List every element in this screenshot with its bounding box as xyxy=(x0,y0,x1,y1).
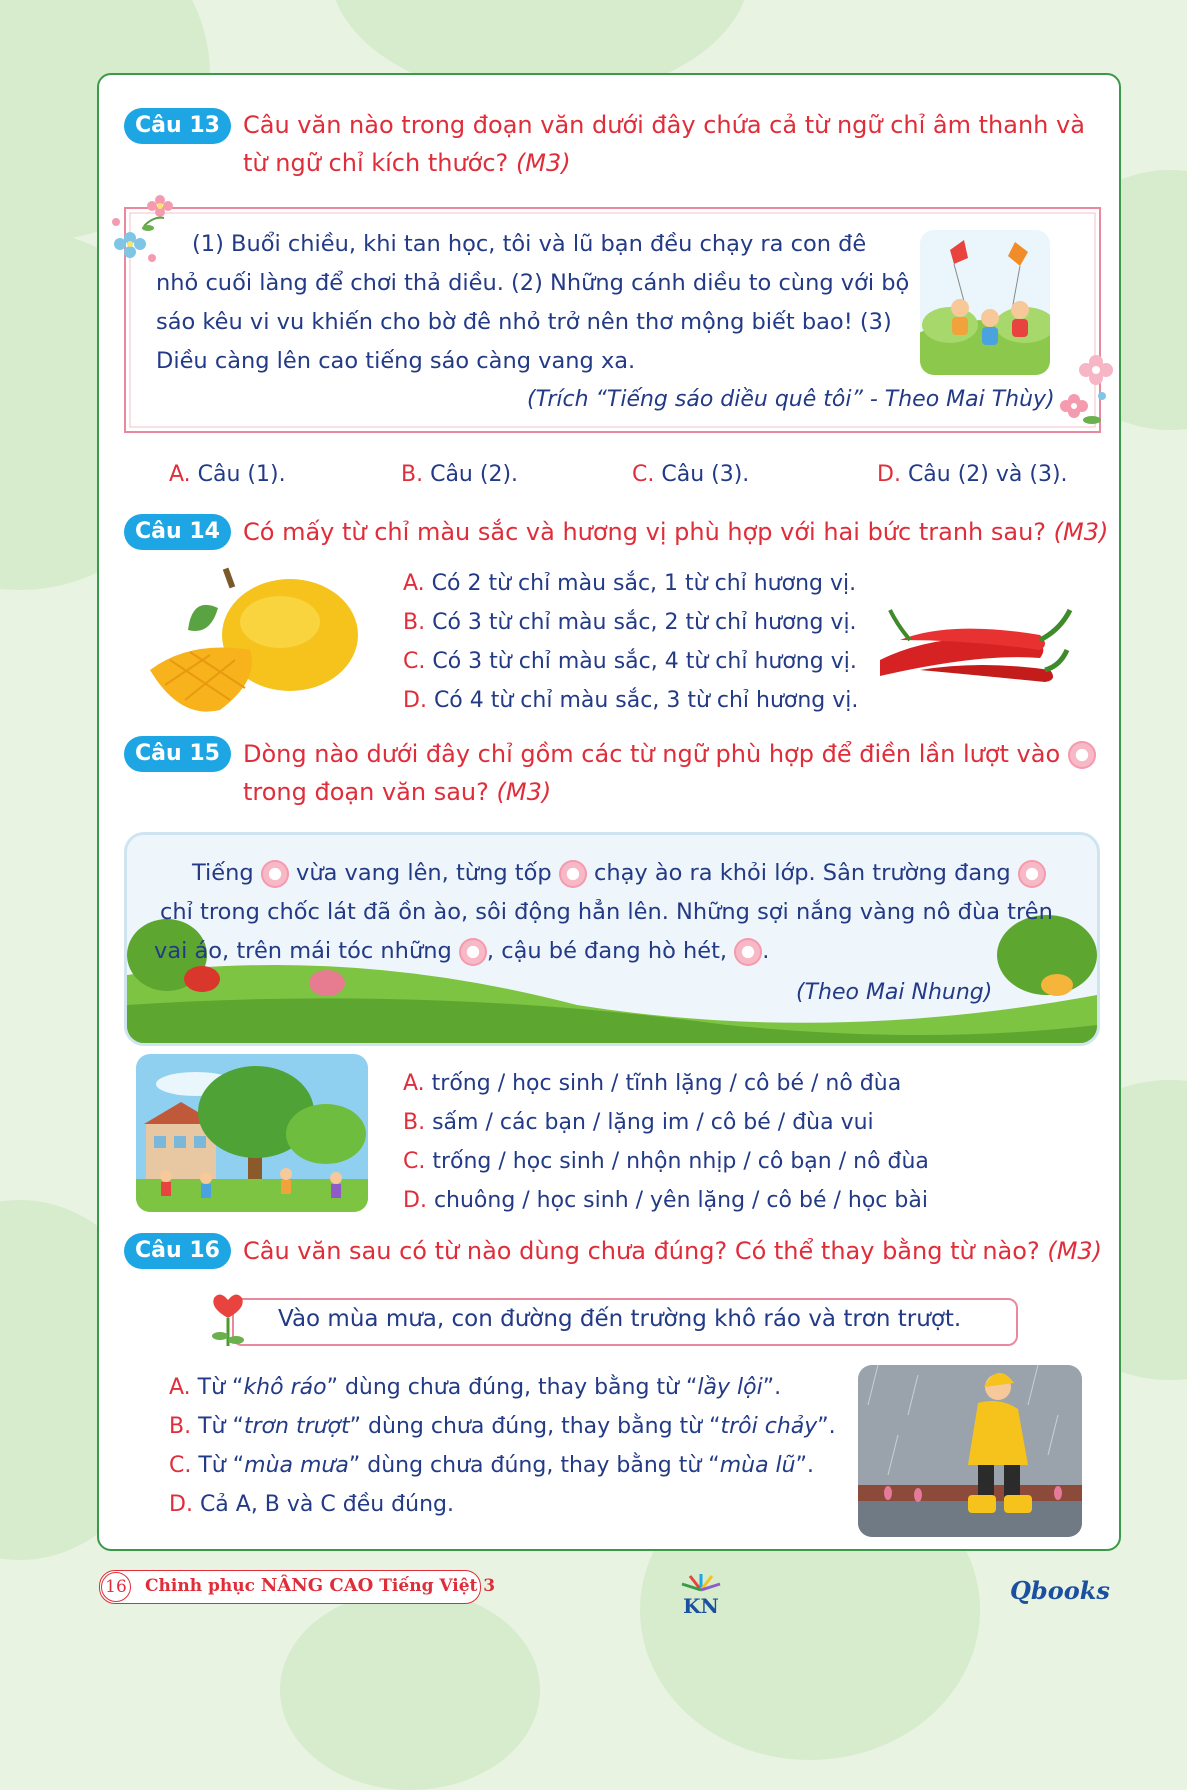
question-15-prompt-continued: trong đoạn văn sau? xyxy=(243,778,489,806)
question-14-option-b[interactable] xyxy=(403,610,857,635)
option-letter: C. xyxy=(169,1453,192,1478)
passage-part: chỉ trong chốc lát đã ồn ào, sôi động hẳn lên. Những sợi nắng vàng nô đùa trên xyxy=(160,899,1053,925)
passage-part: vai áo, trên mái tóc những xyxy=(154,938,452,964)
option-letter: B. xyxy=(401,462,424,487)
option-text: chuông / học sinh / yên lặng / cô bé / học bài xyxy=(433,1188,928,1213)
option-text-part: ” dùng chưa đúng, thay bằng từ “ xyxy=(349,1414,721,1439)
schoolyard-illustration xyxy=(136,1054,368,1212)
heart-flower-icon xyxy=(206,1290,250,1350)
option-letter: A. xyxy=(403,1071,425,1096)
option-text: Cả A, B và C đều đúng. xyxy=(199,1492,454,1517)
question-14-level: (M3) xyxy=(1053,518,1109,546)
option-text-part: Từ “ xyxy=(197,1375,244,1400)
question-16-option-a[interactable] xyxy=(169,1375,781,1400)
question-16-option-b[interactable] xyxy=(169,1414,836,1439)
option-letter: D. xyxy=(169,1492,193,1517)
option-text: Có 2 từ chỉ màu sắc, 1 từ chỉ hương vị. xyxy=(431,571,857,596)
option-text: Câu (3). xyxy=(661,462,750,487)
question-13-option-a[interactable] xyxy=(169,462,286,487)
question-15-level: (M3) xyxy=(496,778,552,806)
book-title xyxy=(145,1575,495,1596)
question-16-option-c[interactable] xyxy=(169,1453,814,1478)
option-text-part: ”. xyxy=(795,1453,814,1478)
question-15-source: (Theo Mai Nhung) xyxy=(796,980,993,1005)
question-13-text xyxy=(243,106,1103,182)
background-circle xyxy=(280,1590,540,1790)
question-14-badge: Câu 14 xyxy=(124,514,231,550)
passage-part: , cậu bé đang hò hét, xyxy=(486,938,728,964)
question-15-passage xyxy=(154,854,1080,971)
option-letter: C. xyxy=(403,1149,426,1174)
option-letter: D. xyxy=(403,688,427,713)
question-16-sentence: Vào mùa mưa, con đường đến trường khô ráo và trơn trượt. xyxy=(278,1306,962,1332)
option-text xyxy=(198,1414,836,1439)
question-13-option-d[interactable] xyxy=(877,462,1068,487)
option-text: Câu (2) và (3). xyxy=(907,462,1068,487)
option-text-part: Từ “ xyxy=(198,1414,244,1439)
option-letter: A. xyxy=(169,462,191,487)
option-letter: C. xyxy=(632,462,655,487)
question-13-passage: (1) Buổi chiều, khi tan học, tôi và lũ bạn đều chạy ra con đê nhỏ cuối làng để chơi thả diều. (2) Những cánh diều to cùng với bộ sáo kêu vi vu khiến cho bờ đê nhỏ trở nên thơ mộng biết bao! (3) Diều càng lên cao tiếng sáo càng vang xa. xyxy=(156,231,910,374)
flower-blank-icon xyxy=(1018,860,1046,888)
option-text: Câu (2). xyxy=(430,462,519,487)
option-letter: A. xyxy=(403,571,425,596)
option-text: sấm / các bạn / lặng im / cô bé / đùa vui xyxy=(432,1110,874,1135)
option-letter: D. xyxy=(403,1188,427,1213)
flower-blank-icon xyxy=(559,860,587,888)
question-16-badge: Câu 16 xyxy=(124,1233,231,1269)
passage-part: chạy ào ra khỏi lớp. Sân trường đang xyxy=(593,860,1011,886)
question-15-option-b[interactable] xyxy=(403,1110,874,1135)
option-word: lầy lội xyxy=(697,1375,763,1400)
option-text: trống / học sinh / nhộn nhịp / cô bạn / nô đùa xyxy=(432,1149,929,1174)
option-letter: A. xyxy=(169,1375,191,1400)
flower-blank-icon xyxy=(459,938,487,966)
flower-blank-icon xyxy=(261,860,289,888)
option-text xyxy=(198,1453,814,1478)
question-13-option-c[interactable] xyxy=(632,462,749,487)
option-text: Có 3 từ chỉ màu sắc, 4 từ chỉ hương vị. xyxy=(432,649,857,674)
option-text-part: ” dùng chưa đúng, thay bằng từ “ xyxy=(326,1375,698,1400)
question-16-prompt: Câu văn sau có từ nào dùng chưa đúng? Có thể thay bằng từ nào? xyxy=(243,1237,1040,1265)
question-13-option-b[interactable] xyxy=(401,462,518,487)
rain-child-illustration xyxy=(858,1365,1082,1537)
book-title-highlight: NÂNG CAO xyxy=(260,1575,374,1596)
option-text: Có 3 từ chỉ màu sắc, 2 từ chỉ hương vị. xyxy=(432,610,857,635)
question-16-text xyxy=(243,1232,1123,1270)
option-letter: B. xyxy=(403,610,426,635)
question-16-option-d[interactable] xyxy=(169,1492,454,1517)
question-15-text xyxy=(243,735,1123,811)
option-letter: C. xyxy=(403,649,426,674)
passage-part: Tiếng xyxy=(192,860,254,886)
question-15-badge: Câu 15 xyxy=(124,736,231,772)
option-text: trống / học sinh / tĩnh lặng / cô bé / nô đùa xyxy=(431,1071,902,1096)
option-text-part: Từ “ xyxy=(198,1453,245,1478)
option-text: Có 4 từ chỉ màu sắc, 3 từ chỉ hương vị. xyxy=(433,688,859,713)
question-15-option-a[interactable] xyxy=(403,1071,901,1096)
option-word: trôi chảy xyxy=(720,1414,818,1439)
question-14-option-c[interactable] xyxy=(403,649,857,674)
option-text-part: ” dùng chưa đúng, thay bằng từ “ xyxy=(348,1453,720,1478)
question-15-prompt: Dòng nào dưới đây chỉ gồm các từ ngữ phù hợp để điền lần lượt vào xyxy=(243,740,1061,768)
question-15-option-c[interactable] xyxy=(403,1149,929,1174)
question-14-option-d[interactable] xyxy=(403,688,858,713)
publisher-logo-kn xyxy=(676,1574,726,1618)
flower-decoration-icon xyxy=(1052,350,1122,440)
passage-part: . xyxy=(762,938,770,964)
question-13-prompt: Câu văn nào trong đoạn văn dưới đây chứa cả từ ngữ chỉ âm thanh và từ ngữ chỉ kích thước? xyxy=(243,111,1085,177)
kite-children-illustration xyxy=(920,230,1050,375)
book-title-part: Tiếng Việt 3 xyxy=(379,1576,496,1596)
option-letter: D. xyxy=(877,462,901,487)
option-text-part: ”. xyxy=(817,1414,836,1439)
book-title-part: Chinh phục xyxy=(145,1576,255,1596)
option-word: khô ráo xyxy=(243,1375,327,1400)
option-letter: B. xyxy=(403,1110,426,1135)
page-number: 16 xyxy=(101,1572,131,1602)
option-word: mùa mưa xyxy=(244,1453,349,1478)
mango-illustration xyxy=(140,560,360,720)
question-15-option-d[interactable] xyxy=(403,1188,928,1213)
qbooks-logo: Qbooks xyxy=(1010,1576,1110,1605)
question-13-source: (Trích “Tiếng sáo diều quê tôi” - Theo Mai Thùy) xyxy=(527,387,1055,412)
option-text xyxy=(198,1375,781,1400)
flower-blank-icon xyxy=(1068,741,1096,769)
option-word: trơn trượt xyxy=(243,1414,350,1439)
option-text-part: ”. xyxy=(762,1375,782,1400)
chili-pepper-illustration xyxy=(860,600,1090,690)
star-burst-icon xyxy=(676,1574,726,1592)
flower-blank-icon xyxy=(734,938,762,966)
question-16-level: (M3) xyxy=(1047,1237,1103,1265)
option-text: Câu (1). xyxy=(197,462,286,487)
question-14-prompt: Có mấy từ chỉ màu sắc và hương vị phù hợp với hai bức tranh sau? xyxy=(243,518,1047,546)
option-letter: B. xyxy=(169,1414,192,1439)
question-13-badge: Câu 13 xyxy=(124,108,231,144)
publisher-logo-text: KN xyxy=(683,1594,719,1618)
passage-part: vừa vang lên, từng tốp xyxy=(296,860,552,886)
question-14-option-a[interactable] xyxy=(403,571,856,596)
question-13-level: (M3) xyxy=(515,149,571,177)
option-word: mùa lũ xyxy=(719,1453,796,1478)
question-14-text xyxy=(243,513,1123,551)
